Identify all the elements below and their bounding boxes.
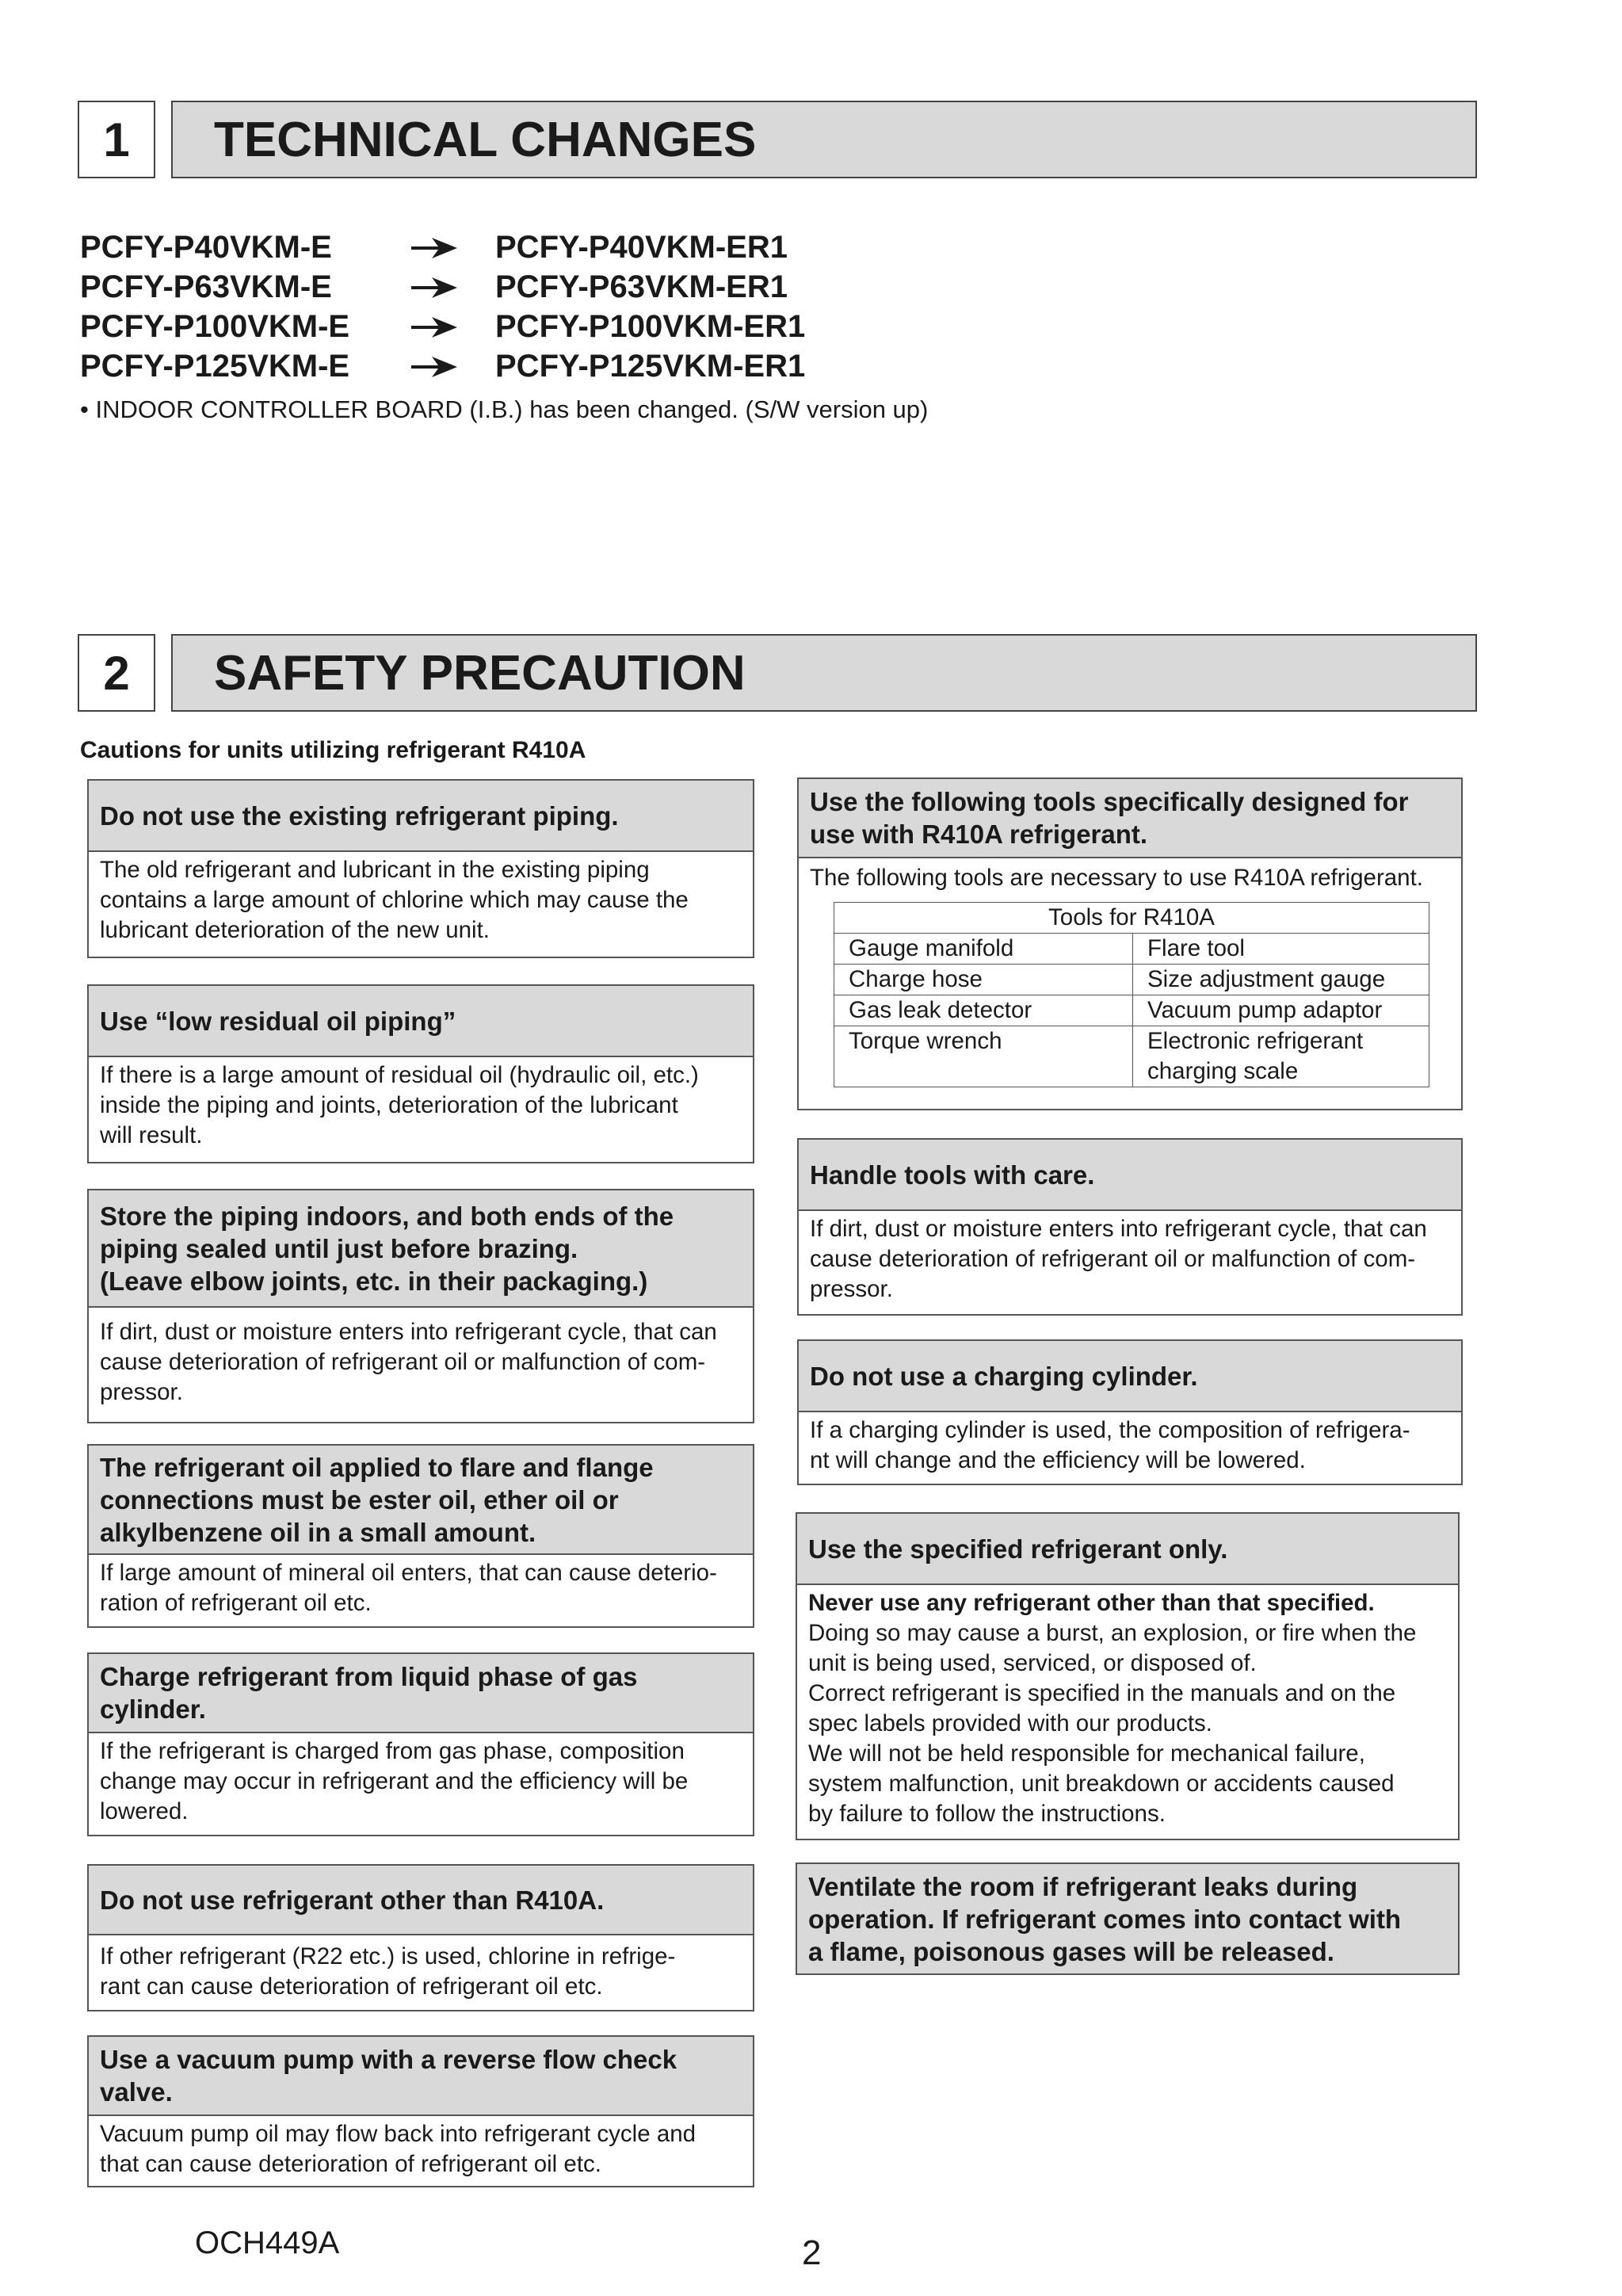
arrow-right-icon [411,276,457,300]
table-cell: Gas leak detector [834,995,1133,1026]
caution-title: Do not use refrigerant other than R410A. [89,1866,753,1935]
table-row [834,965,1429,995]
table-row [834,934,1429,965]
caution-text: Vacuum pump oil may flow back into refrigerant cycle and that can cause deterioration of refrigerant oil etc. [100,2121,697,2177]
cautions-subheading: Cautions for units utilizing refrigerant R410A [80,737,586,763]
caution-text: Never use any refrigerant other than that specified. Doing so may cause a burst, an explosion, or fire when the unit is being used, serviced, or disposed of. Correct refrigerant is specified in the manuals and on the spec labels provided with our products. We will not be held responsible for mechanical failure, system malfunction, unit breakdown or accidents caused by failure to follow the instructions. [808,1590,1417,1827]
caution-text: The old refrigerant and lubricant in the existing piping contains a large amount of chlorine which may cause the lubricant deterioration of the new unit. [100,857,689,943]
table-cell: Charge hose [834,965,1133,995]
model-change-row [80,230,872,269]
caution-text: If dirt, dust or moisture enters into refrigerant cycle, that can cause deterioration of refrigerant oil or malfunction of com- pressor. [100,1319,717,1405]
section-1-title: TECHNICAL CHANGES [171,101,1477,178]
caution-title: The refrigerant oil applied to flare and flange connections must be ester oil, ether oil or alkylbenzene oil in a small amount. [89,1446,753,1555]
caution-other-refrigerant [87,1864,754,2011]
caution-title: Use the following tools specifically designed for use with R410A refrigerant. [799,779,1461,858]
caution-title: Use the specified refrigerant only. [797,1514,1458,1585]
caution-ventilate-room: Ventilate the room if refrigerant leaks during operation. If refrigerant comes into contact with a flame, poisonous gases will be released. [796,1862,1460,1975]
page-number: 2 [802,2233,822,2272]
caution-text: If a charging cylinder is used, the composition of refrigera- nt will change and the efficiency will be lowered. [810,1417,1410,1473]
caution-specified-refrigerant [796,1512,1460,1840]
caution-store-piping [87,1189,754,1423]
caution-text: If the refrigerant is charged from gas phase, composition change may occur in refrigerant and the efficiency will be lowered. [100,1738,689,1824]
table-cell: charging scale [1133,1056,1429,1087]
model-change-list [80,230,872,396]
table-cell: Size adjustment gauge [1133,965,1429,995]
caution-title: Do not use the existing refrigerant piping. [89,781,753,852]
caution-vacuum-pump [87,2035,754,2187]
section-2-title: SAFETY PRECAUTION [171,634,1477,712]
new-model: PCFY-P40VKM-ER1 [495,230,788,265]
tools-table-caption: Tools for R410A [834,903,1429,934]
caution-title: Do not use a charging cylinder. [799,1341,1461,1412]
model-change-row [80,309,872,349]
section-1-number: 1 [78,101,155,178]
table-row [834,1026,1429,1057]
section-2-number: 2 [78,634,155,712]
old-model: PCFY-P63VKM-E [80,269,332,304]
caution-handle-tools [797,1138,1463,1316]
caution-low-residual-oil [87,984,754,1163]
caution-tools-r410a [797,777,1463,1110]
caution-title: Charge refrigerant from liquid phase of gas cylinder. [89,1654,753,1733]
arrow-right-icon [411,236,457,260]
tools-intro: The following tools are necessary to use R410A refrigerant. [810,865,1423,891]
caution-existing-piping [87,779,754,958]
table-cell: Torque wrench [834,1026,1133,1087]
caution-text: If dirt, dust or moisture enters into refrigerant cycle, that can cause deterioration of refrigerant oil or malfunction of com- pressor. [810,1216,1427,1302]
table-cell: Flare tool [1133,934,1429,965]
table-cell: Vacuum pump adaptor [1133,995,1429,1026]
arrow-right-icon [411,355,457,379]
caution-text: If other refrigerant (R22 etc.) is used, chlorine in refrige- rant can cause deterioration of refrigerant oil etc. [100,1943,676,2000]
new-model: PCFY-P63VKM-ER1 [495,269,788,304]
old-model: PCFY-P100VKM-E [80,309,350,344]
caution-text: If large amount of mineral oil enters, that can cause deterio- ration of refrigerant oil etc. [100,1560,717,1616]
caution-charge-liquid [87,1652,754,1836]
change-note: • INDOOR CONTROLLER BOARD (I.B.) has been changed. (S/W version up) [80,395,929,423]
old-model: PCFY-P40VKM-E [80,230,332,265]
caution-title: Store the piping indoors, and both ends of the piping sealed until just before brazing. (Leave elbow joints, etc. in their packaging.) [89,1190,753,1308]
caution-title: Use a vacuum pump with a reverse flow check valve. [89,2037,753,2116]
new-model: PCFY-P125VKM-ER1 [495,349,806,384]
model-change-row [80,269,872,309]
new-model: PCFY-P100VKM-ER1 [495,309,806,344]
document-code: OCH449A [195,2225,340,2260]
caution-title: Handle tools with care. [799,1140,1461,1211]
caution-refrigerant-oil [87,1444,754,1628]
caution-title: Use “low residual oil piping” [89,986,753,1057]
tools-table [834,902,1429,1087]
caution-charging-cylinder [797,1339,1463,1485]
table-cell: Electronic refrigerant [1133,1026,1429,1057]
arrow-right-icon [411,315,457,339]
table-cell: Gauge manifold [834,934,1133,965]
model-change-row [80,349,872,388]
table-row [834,995,1429,1026]
old-model: PCFY-P125VKM-E [80,349,350,384]
caution-text: If there is a large amount of residual oil (hydraulic oil, etc.) inside the piping and joints, deterioration of the lubricant will result. [100,1062,699,1148]
